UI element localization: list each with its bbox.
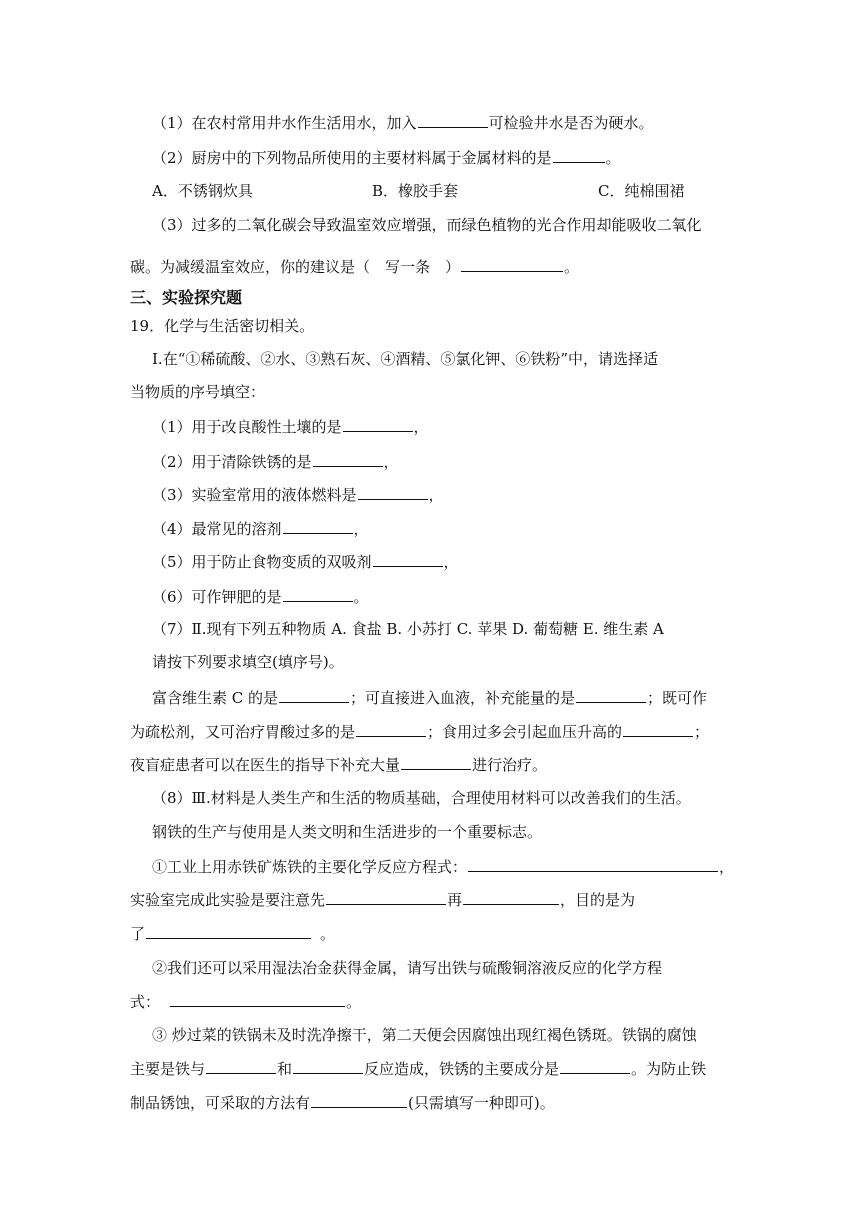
part-i-intro-line2: 当物质的序号填空： [130, 383, 266, 401]
part-i-intro-line1: Ⅰ.在“①稀硫酸、②水、③熟石灰、④酒精、⑤氯化钾、⑥铁粉”中，请选择适 [152, 350, 659, 368]
sub-1-line2 [130, 889, 635, 910]
item-text: ；既可作 [647, 689, 708, 707]
sub-2-line2 [130, 991, 361, 1012]
item-text: ， [413, 418, 429, 436]
answer-blank[interactable] [313, 451, 383, 467]
answer-blank[interactable] [418, 112, 488, 128]
item-7: （7）Ⅱ.现有下列五种物质 A. 食盐 B. 小苏打 C. 苹果 D. 葡萄糖 E. 维生素 A [152, 620, 664, 638]
option-a: A．不锈钢炊具 [152, 182, 253, 200]
sub-2-line1: ②我们还可以采用湿法冶金获得金属，请写出铁与硫酸铜溶液反应的化学方程 [152, 959, 663, 977]
question-text: 。 [564, 258, 580, 276]
answer-blank[interactable] [358, 484, 428, 500]
answer-blank[interactable] [311, 1092, 407, 1108]
answer-blank[interactable] [283, 518, 353, 534]
item-text: 制品锈蚀，可采取的方法有 [130, 1094, 311, 1112]
answer-blank[interactable] [461, 256, 563, 272]
item-text: ， [353, 520, 369, 538]
question-3-line2 [130, 256, 579, 277]
item-text: 。为防止铁 [631, 1060, 707, 1078]
item-text: 。 [353, 588, 369, 606]
item-text: 式： [130, 993, 161, 1011]
item-text: 再 [447, 891, 463, 909]
answer-blank[interactable] [553, 147, 605, 163]
sub-1-line1 [152, 856, 734, 877]
question-text: 碳。为减缓温室效应，你的建议是（ 写一条 ） [130, 258, 461, 276]
item-text: ，目的是为 [560, 891, 636, 909]
item-text: 主要是铁与 [130, 1060, 206, 1078]
item-text: 富含维生素 C 的是 [152, 689, 279, 707]
answer-blank[interactable] [356, 721, 426, 737]
question-text: 可检验井水是否为硬水。 [488, 114, 654, 132]
item-text: 实验室完成此实验是要注意先 [130, 891, 326, 909]
answer-blank[interactable] [279, 687, 349, 703]
item-7-line1 [152, 687, 707, 708]
item-8-subtitle: 钢铁的生产与使用是人类文明和生活进步的一个重要标志。 [152, 823, 543, 841]
item-text: 夜盲症患者可以在医生的指导下补充大量 [130, 756, 401, 774]
sub-1-line3 [130, 923, 335, 944]
item-6 [152, 586, 369, 607]
question-2-line [152, 147, 621, 168]
answer-blank[interactable] [373, 551, 443, 567]
item-text: ；可直接进入血液，补充能量的是 [350, 689, 576, 707]
answer-blank[interactable] [326, 889, 446, 905]
item-text: ；食用过多会引起血压升高的 [427, 723, 623, 741]
item-text: （3）实验室常用的液体燃料是 [152, 486, 357, 504]
item-text: ， [443, 553, 459, 571]
answer-blank[interactable] [293, 1058, 363, 1074]
answer-blank[interactable] [560, 1058, 630, 1074]
question-text: （2）厨房中的下列物品所使用的主要材料属于金属材料的是 [152, 149, 552, 167]
answer-blank[interactable] [463, 889, 559, 905]
item-text: （2）用于清除铁锈的是 [152, 453, 312, 471]
item-2 [152, 451, 399, 472]
answer-blank[interactable] [401, 754, 471, 770]
answer-blank[interactable] [623, 721, 693, 737]
answer-blank[interactable] [206, 1058, 276, 1074]
item-3 [152, 484, 444, 505]
answer-blank[interactable] [576, 687, 646, 703]
answer-blank[interactable] [170, 991, 345, 1007]
item-text: 和 [277, 1060, 293, 1078]
item-7-line3 [130, 754, 547, 775]
item-8: （8）Ⅲ.材料是人类生产和生活的物质基础，合理使用材料可以改善我们的生活。 [152, 789, 691, 807]
item-text: 反应造成，铁锈的主要成分是 [364, 1060, 560, 1078]
question-text: （1）在农村常用井水作生活用水，加入 [152, 114, 417, 132]
item-text: 为疏松剂，又可治疗胃酸过多的是 [130, 723, 356, 741]
item-text: ， [428, 486, 444, 504]
question-1-line [152, 112, 654, 133]
question-3-line1: （3）过多的二氧化碳会导致温室效应增强，而绿色植物的光合作用却能吸收二氧化 [152, 216, 702, 234]
sub-3-line3 [130, 1092, 555, 1113]
item-text: （4）最常见的溶剂 [152, 520, 282, 538]
option-b: B．橡胶手套 [372, 182, 459, 200]
item-4 [152, 518, 369, 539]
item-text: 进行治疗。 [472, 756, 548, 774]
question-text: 。 [605, 149, 621, 167]
question-19-title: 19．化学与生活密切相关。 [130, 317, 315, 335]
item-text: ； [694, 723, 710, 741]
item-text: （1）用于改良酸性土壤的是 [152, 418, 342, 436]
item-text: （6）可作钾肥的是 [152, 588, 282, 606]
answer-blank[interactable] [468, 856, 718, 872]
item-text: （5）用于防止食物变质的双吸剂 [152, 553, 372, 571]
item-text: 。 [346, 993, 362, 1011]
item-text: ， [383, 453, 399, 471]
item-text: 。 [320, 925, 336, 943]
option-c: C．纯棉围裙 [598, 182, 685, 200]
section-heading: 三、实验探究题 [130, 288, 243, 307]
sub-3-line1: ③ 炒过菜的铁锅未及时洗净擦干，第二天便会因腐蚀出现红褐色锈斑。铁锅的腐蚀 [152, 1026, 697, 1044]
item-5 [152, 551, 459, 572]
answer-blank[interactable] [146, 923, 311, 939]
item-1 [152, 416, 429, 437]
answer-blank[interactable] [283, 586, 353, 602]
item-text: 了 [130, 925, 146, 943]
item-text: ， [719, 858, 735, 876]
sub-3-line2 [130, 1058, 706, 1079]
item-7-instruction: 请按下列要求填空(填序号)。 [152, 653, 344, 671]
item-7-line2 [130, 721, 709, 742]
item-text: (只需填写一种即可)。 [408, 1094, 555, 1112]
item-text: ①工业上用赤铁矿炼铁的主要化学反应方程式： [152, 858, 468, 876]
answer-blank[interactable] [343, 416, 413, 432]
